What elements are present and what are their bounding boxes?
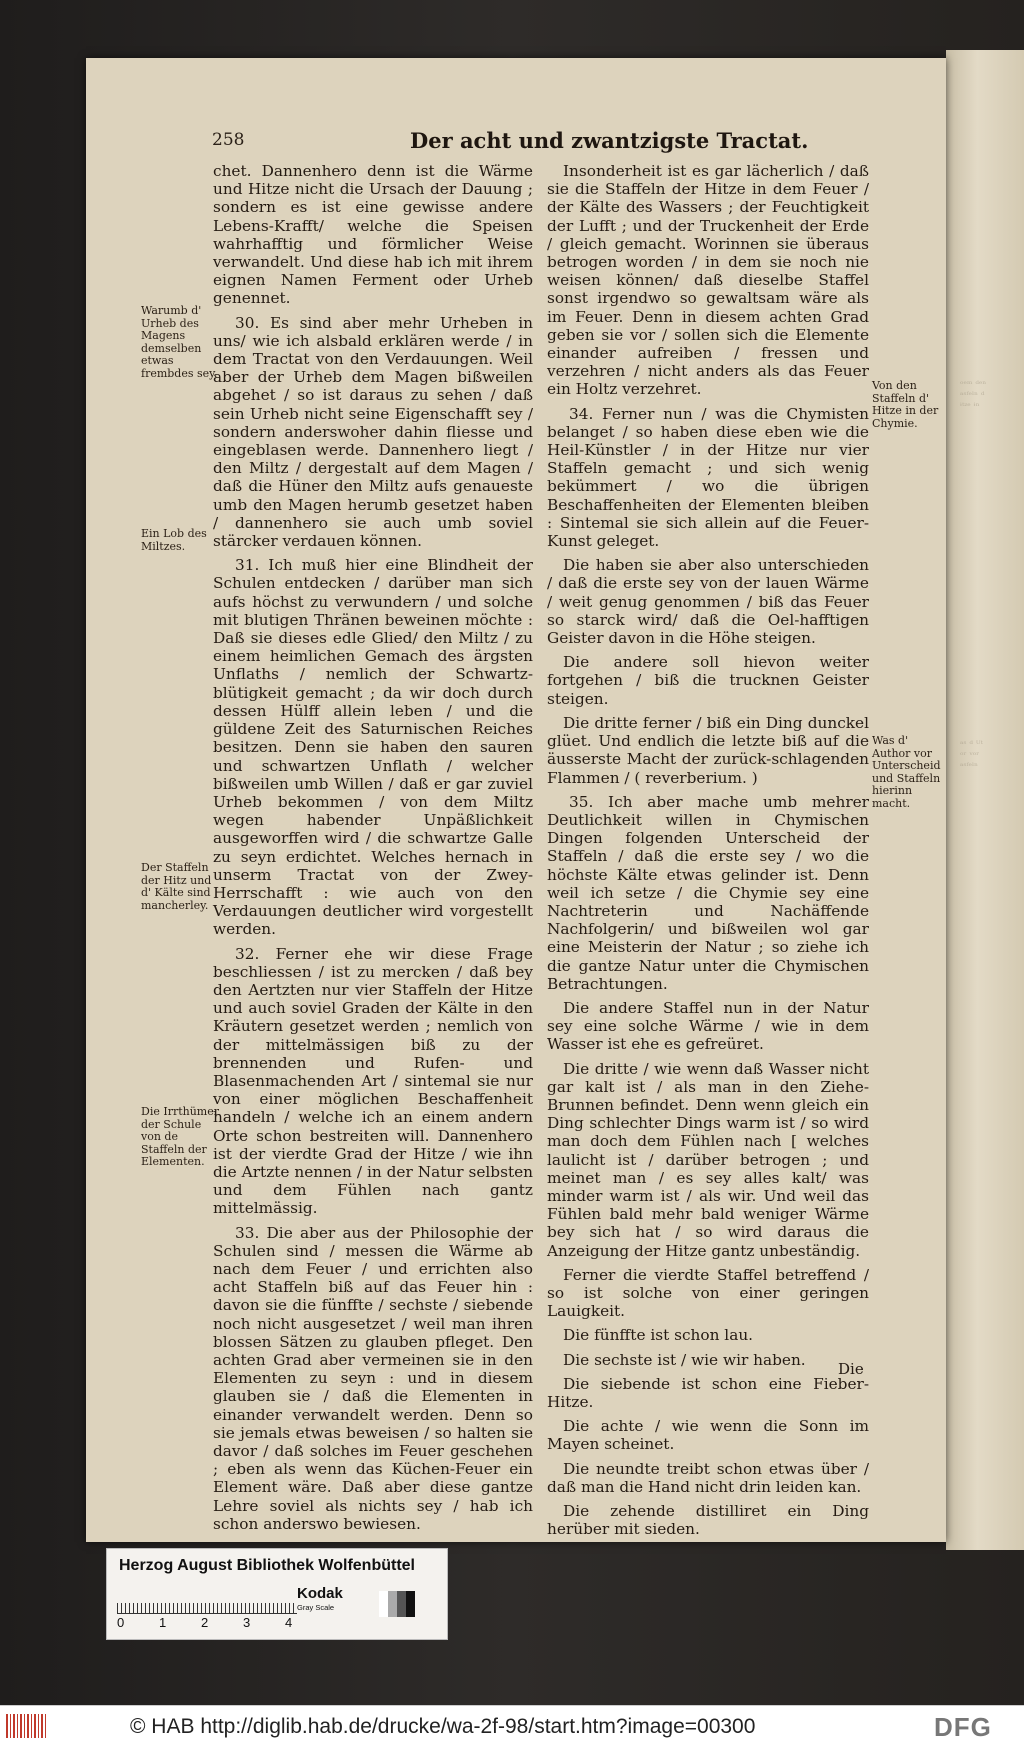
gray-scale-swatch: [379, 1591, 415, 1617]
library-name: Herzog August Bibliothek Wolfenbüttel: [119, 1557, 415, 1574]
catchword: Die: [838, 1360, 864, 1378]
paragraph: Die zehende distilliret ein Ding herüber mit sieden.: [547, 1502, 869, 1539]
hab-logo-icon: [6, 1714, 48, 1738]
paragraph: Die haben sie aber also unterschieden / daß die erste sey von der lauen Wärme / weit genug genommen / biß das Feuer so starck wird/ daß die Oel-hafftigen Geister davon in die Höhe steigen.: [547, 556, 869, 648]
paragraph: Die dritte ferner / biß ein Ding dunckel glüet. Und endlich die letzte biß auf die äusserste Macht der zurück-schlagenden Flammen / ( reverberium. ): [547, 713, 869, 787]
paragraph: Die neundte treibt schon etwas über / daß man die Hand nicht drin leiden kan.: [547, 1459, 869, 1496]
brand-name: Kodak: [297, 1585, 343, 1602]
paragraph-33: 33. Die aber aus der Philosophie der Schulen sind / messen die Wärme ab nach dem Feuer / und errichten also acht Staffeln biß auf das Feuer hin : davon sie die fünffte / sechste / siebende noch nicht ausgesetzet / weil man ihren blossen Sätzen zu glauben pfleget. Den achten Grad aber vermeinen sie in den Elementen zu seyn : und in diesem glauben sie / daß die Elementen in einander verwandelt werden. Denn so sie jemals etwas beweisen / so halten sie davor / daß solches im Feuer geschehen ; eben als wenn das Küchen-Feuer ein Element wäre. Daß aber diese gantze Lehre soviel als nichts sey / hab ich schon anderswo bewiesen.: [213, 1223, 533, 1533]
page-header: [212, 128, 809, 154]
ruler-number: 3: [243, 1615, 251, 1630]
paragraph: Die andere soll hievon weiter fortgehen / biß die trucknen Geister steigen.: [547, 653, 869, 708]
paragraph: Die andere Staffel nun in der Natur sey eine solche Wärme / wie in dem Wasser ist ehe es gefreüret.: [547, 998, 869, 1054]
paragraph-32: 32. Ferner ehe wir diese Frage beschliessen / ist zu mercken / daß bey den Aertzten nur vier Staffeln der Hitze und auch soviel Graden der Kälte in den Kräutern gesetzet werden ; nemlich von der mittelmässigen biß zu der brennenden und Rufen- und Blasenmachenden Art / sintemal sie nur von einer möglichen Beschaffenheit handeln / welche ich an einem andern Orte schon bestreiten will. Dannenhero ist der vierdte Grad der Hitze / wie ihn die Artzte nennen / in der Natur selbsten und dem Fühlen nach gantz mittelmässig.: [213, 944, 533, 1218]
margin-note-33: Die Irrthümer der Schule von de Staffeln der Elementen.: [141, 1105, 219, 1169]
margin-note-31: Ein Lob des Miltzes.: [141, 527, 207, 553]
paragraph: Die fünffte ist schon lau.: [563, 1326, 754, 1345]
brand-subtitle: Gray Scale: [297, 1603, 335, 1612]
right-text-column: [547, 162, 869, 1544]
left-text-column: [213, 162, 533, 1539]
paragraph: Die sechste ist / wie wir haben.: [563, 1350, 806, 1369]
bleed-through-text: ᵃˢ ᵈ ᵁᵗ ᵒʳ ᵛᵒʳ ᵃˢᶠᵉˡⁿ: [960, 740, 983, 772]
bleed-through-text: ᵒᵉᵐ ᵈᵉⁿ ᵃˢᶠᵉˡⁿ ᵈ ᶤᵗᶻᵉ ᶤⁿ: [960, 380, 987, 412]
kodak-label: [297, 1585, 377, 1612]
ruler-scale: [117, 1589, 297, 1614]
dfg-logo: DFG: [934, 1712, 992, 1742]
footer-bar: [0, 1705, 1024, 1746]
ruler-number: 0: [117, 1615, 125, 1630]
facing-page-edge: [946, 50, 1024, 1550]
ruler-number: 1: [159, 1615, 167, 1630]
paragraph-30: 30. Es sind aber mehr Urheben in uns/ wie ich alsbald erklären werde / in dem Tractat von den Verdauungen. Weil aber der Urheb dem Magen bißweilen abgehet / so ist daraus zu sehen / daß sein Urheb nicht seine Eigenschafft sey / sondern anderswoher dahin fliesse und eingeblasen werde. Dannenhero liegt / den Miltz / dergestalt auf dem Magen / daß die Hüner den Miltz aufs genaueste umb den Magen herumb gesetzet haben / dannenhero sie auch umb soviel stärcker verdauen können.: [213, 313, 533, 551]
paragraph: Die achte / wie wenn die Sonn im Mayen scheinet.: [547, 1417, 869, 1454]
paragraph: chet. Dannenhero denn ist die Wärme und Hitze nicht die Ursach der Dauung ; sondern es ist eine gewisse andere Lebens-Krafft/ welche die Speisen wahrhafftig und förmlicher Weise verwandelt. Und diese hab ich mit ihrem eignen Namen Ferment oder Urheb genennet.: [213, 162, 533, 308]
paragraph-31: 31. Ich muß hier eine Blindheit der Schulen entdecken / darüber man sich aufs höchst zu verwundern / und solche mit blutigen Thränen beweinen möchte : Daß sie dieses edle Glied/ den Miltz / zu einem heimlichen Gemach des ärgsten Unflaths / nemlich der Schwartz-blütigkeit gemacht ; da wir doch durch dessen Hülff allein leben / und die güldene Zeit des Saturnischen Reiches besitzen. Denn sie haben den sauren und schwartzen Unflath / welcher bißweilen umb Willen / daß er gar zuviel Urheb bekommen / von dem Miltz wegen habender Unpäßlichkeit ausgeworffen wird / die schwartze Galle zu seyn erdichtet. Welches hernach in unserm Tractat von der Zwey-Herrschafft : wie auch von den Verdauungen deutlicher wird vorgestellt werden.: [213, 556, 533, 939]
color-calibration-card: [106, 1548, 448, 1640]
margin-note-32: Der Staffeln der Hitz und d' Kälte sind mancherley.: [141, 861, 212, 912]
ruler-number: 2: [201, 1615, 209, 1630]
ruler-numbers: [117, 1615, 317, 1631]
running-head: Der acht und zwantzigste Tractat.: [410, 128, 809, 153]
paragraph: Insonderheit ist es gar lächerlich / daß sie die Staffeln der Hitze in dem Feuer / der Kälte des Wassers ; der Feuchtigkeit der Lufft ; und der Truckenheit der Erde / gleich gemacht. Worinnen sie überaus betrogen worden / in dem sie noch nie weisen können/ daß dieselbe Staffel sonst irgendwo so gewaltsam wäre als im Feuer. Denn in diesem achten Grad geben sie vor / sollen sich die Elemente einander aufreiben / fressen und verzehren / nicht anders als das Feuer ein Holtz verzehret.: [547, 162, 869, 399]
paragraph: Ferner die vierdte Staffel betreffend / so ist solche von einer geringen Lauigkeit.: [547, 1265, 869, 1321]
paragraph-34: 34. Ferner nun / was die Chymisten belanget / so haben diese eben wie die Heil-Künstler / in der Hitze nur vier Staffeln gemacht ; und sich wenig bekümmert / wo die übrigen Beschaffenheiten der Elementen bleiben : Sintemal sie sich allein auf die Feuer-Kunst geleget.: [547, 404, 869, 551]
paragraph: Die dritte / wie wenn daß Wasser nicht gar kalt ist / als man in den Ziehe-Brunnen befindet. Denn wenn gleich ein Ding schlechter Dings warm ist / so wird man doch dem Fühlen nach [ welches laulicht ist / darüber betrogen ; und meinet man / es sey alles kalt/ was minder warm ist / als wir. Und weil das Fühlen bald mehr bald weniger Wärme bey sich hat / so wird daraus die Anzeigung der Hitze gantz unbeständig.: [547, 1059, 869, 1260]
citation-link[interactable]: © HAB http://diglib.hab.de/drucke/wa-2f-98/start.htm?image=00300: [130, 1715, 756, 1738]
paragraph-35: 35. Ich aber mache umb mehrer Deutlichkeit willen in Chymischen Dingen folgenden Unterscheid der Staffeln / daß die erste sey / wo die höchste Kälte etwas gelinder ist. Denn weil ich setze / die Chymie sey eine Nachtreterin und Nachäffende Nachfolgerin/ und bißweilen wol gar eine Meisterin der Natur ; so ziehe ich die gantze Natur unter die Chymischen Betrachtungen.: [547, 792, 869, 993]
margin-note-35: Was d' Author vor Unterscheid und Staffeln hierinn macht.: [872, 734, 941, 810]
page-number: 258: [212, 130, 245, 150]
margin-note-34: Von den Staffeln d' Hitze in der Chymie.: [872, 379, 939, 430]
ruler-number: 4: [285, 1615, 293, 1630]
paragraph: Die siebende ist schon eine Fieber-Hitze.: [547, 1374, 869, 1411]
margin-note-30: Warumb d' Urheb des Magens demselben etwas frembdes sey.: [141, 304, 218, 380]
